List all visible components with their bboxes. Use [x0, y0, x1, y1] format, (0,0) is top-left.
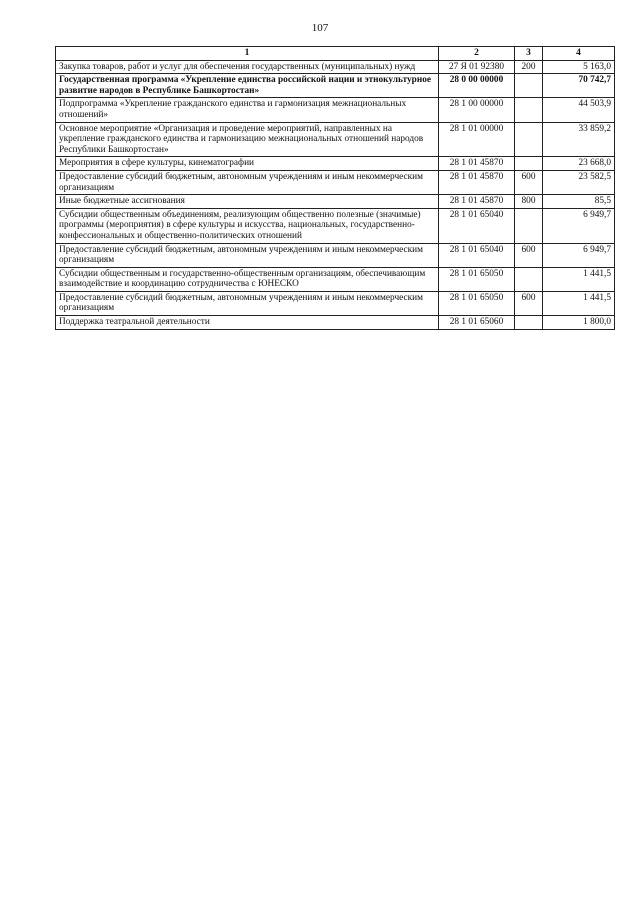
row-amount-cell: 70 742,7: [543, 74, 615, 98]
header-col-4: 4: [543, 47, 615, 61]
row-code-cell: 28 1 01 00000: [439, 122, 515, 157]
table-row: [56, 195, 615, 209]
row-expense-type-cell: 800: [515, 195, 543, 209]
table-row: [56, 316, 615, 330]
row-expense-type-cell: [515, 74, 543, 98]
row-name-cell: Подпрограмма «Укрепление гражданского единства и гармонизация межнациональных отношений»: [56, 98, 439, 122]
row-code-cell: 28 1 01 45870: [439, 195, 515, 209]
row-expense-type-cell: 600: [515, 170, 543, 194]
row-amount-cell: 5 163,0: [543, 60, 615, 74]
row-name-cell: Предоставление субсидий бюджетным, автономным учреждениям и иным некоммерческим организациям: [56, 170, 439, 194]
row-code-cell: 28 1 01 65060: [439, 316, 515, 330]
table-row: [56, 243, 615, 267]
row-name-cell: Государственная программа «Укрепление единства российской нации и этнокультурное развитие народов в Республике Башкортостан»: [56, 74, 439, 98]
row-amount-cell: 1 800,0: [543, 316, 615, 330]
row-amount-cell: 33 859,2: [543, 122, 615, 157]
row-name-cell: Субсидии общественным и государственно-общественным организациям, обеспечивающим взаимодействие и координацию сотрудничества с ЮНЕСКО: [56, 267, 439, 291]
table-row: [56, 122, 615, 157]
row-name-cell: Субсидии общественным объединениям, реализующим общественно полезные (значимые) программы (мероприятия) в сфере культуры и искусства, национальных, государственно-конфессиональных и общественно-политических отношений: [56, 208, 439, 243]
row-expense-type-cell: 200: [515, 60, 543, 74]
page-number: 107: [311, 22, 329, 34]
table-row: [56, 208, 615, 243]
row-expense-type-cell: 600: [515, 291, 543, 315]
row-code-cell: 28 1 00 00000: [439, 98, 515, 122]
row-expense-type-cell: [515, 122, 543, 157]
header-col-1: 1: [56, 47, 439, 61]
row-code-cell: 28 1 01 65040: [439, 243, 515, 267]
row-code-cell: 28 1 01 45870: [439, 170, 515, 194]
row-amount-cell: 23 668,0: [543, 157, 615, 171]
header-col-2: 2: [439, 47, 515, 61]
table-header-row: [56, 47, 615, 61]
row-code-cell: 27 Я 01 92380: [439, 60, 515, 74]
row-code-cell: 28 1 01 65050: [439, 291, 515, 315]
row-amount-cell: 6 949,7: [543, 243, 615, 267]
row-name-cell: Поддержка театральной деятельности: [56, 316, 439, 330]
header-col-3: 3: [515, 47, 543, 61]
row-amount-cell: 23 582,5: [543, 170, 615, 194]
row-code-cell: 28 1 01 45870: [439, 157, 515, 171]
table-body: [56, 60, 615, 329]
row-name-cell: Предоставление субсидий бюджетным, автономным учреждениям и иным некоммерческим организациям: [56, 243, 439, 267]
row-name-cell: Предоставление субсидий бюджетным, автономным учреждениям и иным некоммерческим организациям: [56, 291, 439, 315]
row-expense-type-cell: [515, 98, 543, 122]
row-expense-type-cell: [515, 267, 543, 291]
row-name-cell: Основное мероприятие «Организация и проведение мероприятий, направленных на укрепление гражданского единства и гармонизацию межнациональных отношений народов Республики Башкортостан»: [56, 122, 439, 157]
row-name-cell: Закупка товаров, работ и услуг для обеспечения государственных (муниципальных) нужд: [56, 60, 439, 74]
table-row: [56, 170, 615, 194]
row-expense-type-cell: 600: [515, 243, 543, 267]
row-amount-cell: 44 503,9: [543, 98, 615, 122]
row-name-cell: Иные бюджетные ассигнования: [56, 195, 439, 209]
table-row: [56, 74, 615, 98]
row-amount-cell: 6 949,7: [543, 208, 615, 243]
row-expense-type-cell: [515, 208, 543, 243]
row-expense-type-cell: [515, 316, 543, 330]
table-row: [56, 291, 615, 315]
row-name-cell: Мероприятия в сфере культуры, кинематографии: [56, 157, 439, 171]
table-row: [56, 98, 615, 122]
row-code-cell: 28 0 00 00000: [439, 74, 515, 98]
table-row: [56, 267, 615, 291]
row-code-cell: 28 1 01 65050: [439, 267, 515, 291]
row-amount-cell: 1 441,5: [543, 267, 615, 291]
row-expense-type-cell: [515, 157, 543, 171]
budget-table: [55, 46, 615, 330]
row-amount-cell: 85,5: [543, 195, 615, 209]
table-row: [56, 157, 615, 171]
row-code-cell: 28 1 01 65040: [439, 208, 515, 243]
table-row: [56, 60, 615, 74]
row-amount-cell: 1 441,5: [543, 291, 615, 315]
